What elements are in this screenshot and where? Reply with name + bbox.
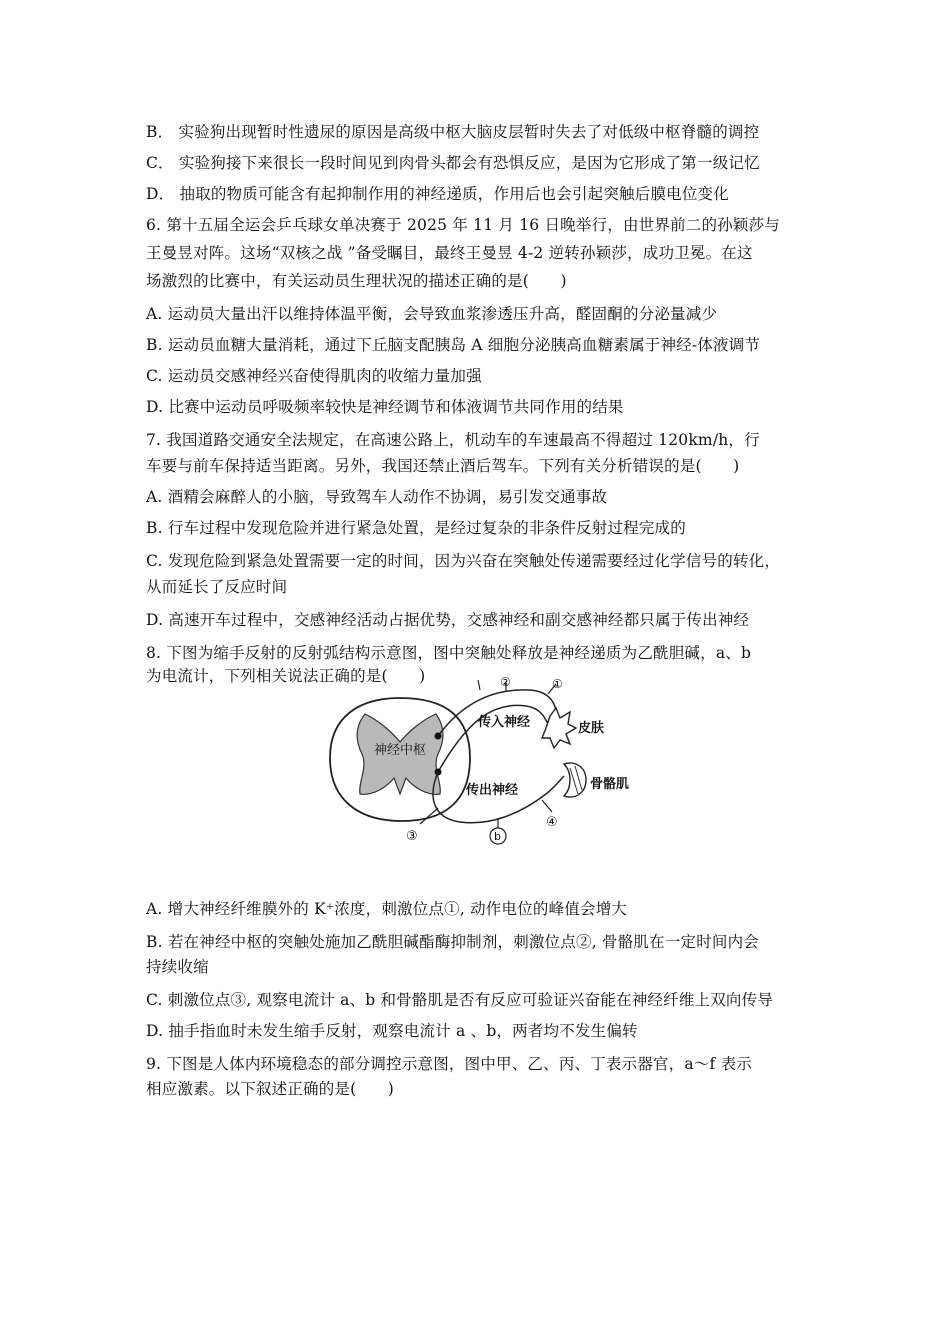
q8-option-d: D. 抽手指血时未发生缩手反射，观察电流计 a 、b，两者均不发生偏转 bbox=[146, 1022, 638, 1040]
q9-stem-line-2: 相应激素。以下叙述正确的是( ) bbox=[146, 1080, 394, 1098]
marker-1: ① bbox=[552, 677, 563, 691]
afferent-nerve-label: 传入神经 bbox=[478, 715, 531, 730]
marker-3: ③ bbox=[406, 829, 418, 844]
q8-option-c: C. 刺激位点③, 观察电流计 a、b 和骨骼肌是否有反应可验证兴奋能在神经纤维上双向传导 bbox=[146, 991, 774, 1009]
q8-option-a: A. 增大神经纤维膜外的 K⁺浓度，刺激位点①, 动作电位的峰值会增大 bbox=[146, 900, 628, 918]
muscle-label: 骨骼肌 bbox=[590, 777, 630, 792]
q7-stem-line-1: 7. 我国道路交通安全法规定，在高速公路上，机动车的车速最高不得超过 120km/h，行 bbox=[146, 431, 760, 449]
q7-option-a: A. 酒精会麻醉人的小脑，导致驾车人动作不协调，易引发交通事故 bbox=[146, 488, 608, 506]
synapse-dot-upper bbox=[435, 733, 442, 740]
q7-option-d: D. 高速开车过程中，交感神经活动占据优势，交感神经和副交感神经都只属于传出神经 bbox=[146, 611, 750, 629]
q7-stem-line-2: 车要与前车保持适当距离。另外，我国还禁止酒后驾车。下列有关分析错误的是( ) bbox=[146, 457, 740, 475]
q7-option-c-line-1: C. 发现危险到紧急处置需要一定的时间，因为兴奋在突触处传递需要经过化学信号的转化， bbox=[146, 552, 781, 570]
skin-receptor bbox=[542, 708, 576, 748]
meter-b-label: b bbox=[494, 830, 501, 843]
q6-stem-line-1: 6. 第十五届全运会乒乓球女单决赛于 2025 年 11 月 16 日晚举行，由世界前二的孙颖莎与 bbox=[146, 216, 780, 234]
q5-option-d: D． 抽取的物质可能含有起抑制作用的神经递质，作用后也会引起突触后膜电位变化 bbox=[146, 185, 729, 203]
q8-option-b-line-2: 持续收缩 bbox=[146, 958, 209, 976]
q8-stem-line-1: 8. 下图为缩手反射的反射弧结构示意图，图中突触处释放是神经递质为乙酰胆碱，a、b bbox=[146, 644, 752, 662]
skeletal-muscle bbox=[564, 763, 586, 797]
skin-label: 皮肤 bbox=[578, 721, 605, 736]
q9-stem-line-1: 9. 下图是人体内环境稳态的部分调控示意图，图中甲、乙、丙、丁表示器官，a～f 表示 bbox=[146, 1055, 753, 1073]
marker-2: ② bbox=[500, 676, 511, 689]
reflex-arc-diagram bbox=[320, 676, 640, 856]
q6-option-a: A. 运动员大量出汗以维持体温平衡，会导致血浆渗透压升高，醛固酮的分泌量减少 bbox=[146, 305, 718, 323]
q6-stem-line-2: 王曼昱对阵。这场“双核之战 ”备受瞩目，最终王曼昱 4-2 逆转孙颖莎，成功卫冕。在这 bbox=[146, 244, 753, 262]
q8-stem-line-2: 为电流计，下列相关说法正确的是( ) bbox=[146, 667, 426, 685]
marker-arrow-4 bbox=[542, 800, 552, 812]
q7-option-b: B. 行车过程中发现危险并进行紧急处置，是经过复杂的非条件反射过程完成的 bbox=[146, 519, 686, 537]
efferent-nerve-label: 传出神经 bbox=[466, 783, 519, 798]
nerve-center-label: 神经中枢 bbox=[374, 743, 427, 758]
marker-4: ④ bbox=[546, 815, 558, 830]
q6-option-d: D. 比赛中运动员呼吸频率较快是神经调节和体液调节共同作用的结果 bbox=[146, 398, 624, 416]
marker-arrow-top bbox=[478, 680, 480, 690]
q8-option-b-line-1: B. 若在神经中枢的突触处施加乙酰胆碱酯酶抑制剂，刺激位点②, 骨骼肌在一定时间内会 bbox=[146, 933, 760, 951]
q7-option-c-line-2: 从而延长了反应时间 bbox=[146, 578, 288, 596]
q6-option-b: B. 运动员血糖大量消耗，通过下丘脑支配胰岛 A 细胞分泌胰高血糖素属于神经-体液调节 bbox=[146, 336, 761, 354]
q5-option-b: B． 实验狗出现暂时性遗尿的原因是高级中枢大脑皮层暂时失去了对低级中枢脊髓的调控 bbox=[146, 123, 760, 141]
q6-option-c: C. 运动员交感神经兴奋使得肌肉的收缩力量加强 bbox=[146, 367, 482, 385]
q6-stem-line-3: 场激烈的比赛中，有关运动员生理状况的描述正确的是( ) bbox=[146, 272, 567, 290]
q5-option-c: C． 实验狗接下来很长一段时间见到肉骨头都会有恐惧反应，是因为它形成了第一级记忆 bbox=[146, 154, 760, 172]
